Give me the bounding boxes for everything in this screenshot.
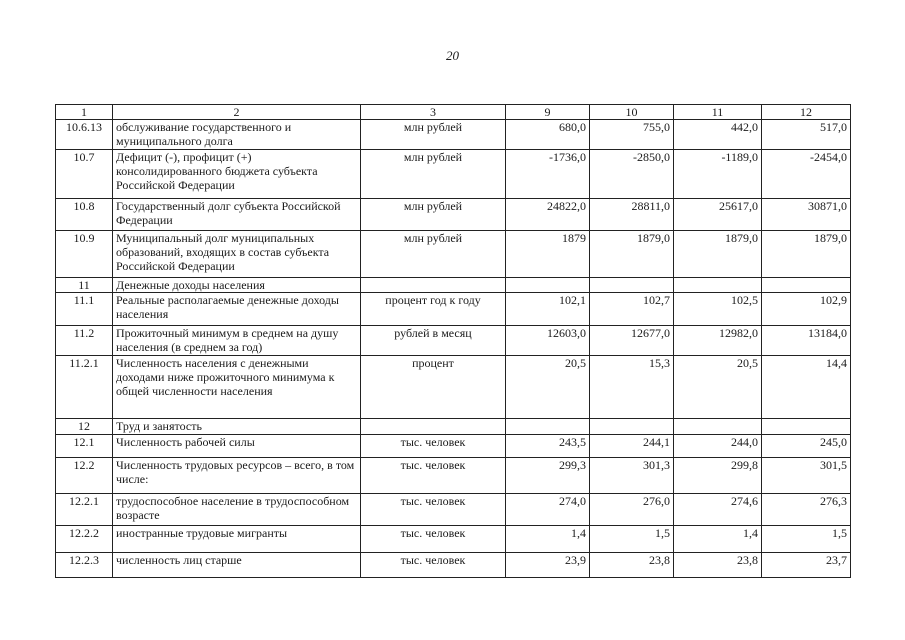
value-cell-11: 1,4 xyxy=(674,526,762,553)
value-cell-10: 23,8 xyxy=(590,553,674,578)
value-cell-10: 1,5 xyxy=(590,526,674,553)
unit-cell: млн рублей xyxy=(361,199,506,231)
indicator-name-cell: численность лиц старше xyxy=(113,553,361,578)
indicator-name-cell: Реальные располагаемые денежные доходы населения xyxy=(113,293,361,326)
header-row xyxy=(56,105,851,120)
value-cell-12: 517,0 xyxy=(762,120,851,150)
indicator-name-cell: трудоспособное население в трудоспособном возрасте xyxy=(113,494,361,526)
value-cell-11: -1189,0 xyxy=(674,150,762,199)
value-cell-10: 301,3 xyxy=(590,458,674,494)
value-cell-10: 28811,0 xyxy=(590,199,674,231)
value-cell-12: 1,5 xyxy=(762,526,851,553)
header-cell-12: 12 xyxy=(762,105,851,120)
value-cell-12: 30871,0 xyxy=(762,199,851,231)
value-cell-11: 244,0 xyxy=(674,435,762,458)
header-cell-10: 10 xyxy=(590,105,674,120)
table-row xyxy=(56,553,851,578)
row-number-cell: 11.2.1 xyxy=(56,356,113,419)
value-cell-11: 102,5 xyxy=(674,293,762,326)
row-number-cell: 12.2 xyxy=(56,458,113,494)
header-cell-11: 11 xyxy=(674,105,762,120)
unit-cell: млн рублей xyxy=(361,150,506,199)
unit-cell xyxy=(361,419,506,435)
indicator-name-cell: Дефицит (-), профицит (+) консолидированного бюджета субъекта Российской Федерации xyxy=(113,150,361,199)
unit-cell: млн рублей xyxy=(361,120,506,150)
value-cell-9: -1736,0 xyxy=(506,150,590,199)
value-cell-9: 24822,0 xyxy=(506,199,590,231)
value-cell-9: 680,0 xyxy=(506,120,590,150)
row-number-cell: 10.9 xyxy=(56,231,113,278)
unit-cell: процент xyxy=(361,356,506,419)
value-cell-11: 12982,0 xyxy=(674,326,762,356)
value-cell-9: 23,9 xyxy=(506,553,590,578)
unit-cell xyxy=(361,278,506,293)
value-cell-10: 244,1 xyxy=(590,435,674,458)
value-cell-11: 23,8 xyxy=(674,553,762,578)
row-number-cell: 11.1 xyxy=(56,293,113,326)
indicator-name-cell: Труд и занятость xyxy=(113,419,361,435)
section-row xyxy=(56,278,851,293)
row-number-cell: 12.2.2 xyxy=(56,526,113,553)
value-cell-12: 23,7 xyxy=(762,553,851,578)
unit-cell: тыс. человек xyxy=(361,435,506,458)
unit-cell: процент год к году xyxy=(361,293,506,326)
value-cell-12: 102,9 xyxy=(762,293,851,326)
value-cell-12: 14,4 xyxy=(762,356,851,419)
table-row xyxy=(56,458,851,494)
value-cell-10: 15,3 xyxy=(590,356,674,419)
unit-cell: тыс. человек xyxy=(361,526,506,553)
value-cell-12 xyxy=(762,278,851,293)
row-number-cell: 10.8 xyxy=(56,199,113,231)
unit-cell: тыс. человек xyxy=(361,458,506,494)
table-row xyxy=(56,326,851,356)
row-number-cell: 10.7 xyxy=(56,150,113,199)
value-cell-9: 1,4 xyxy=(506,526,590,553)
page-number: 20 xyxy=(446,48,459,63)
value-cell-10: 102,7 xyxy=(590,293,674,326)
value-cell-9: 274,0 xyxy=(506,494,590,526)
value-cell-9: 243,5 xyxy=(506,435,590,458)
table-header xyxy=(56,105,851,120)
value-cell-9: 102,1 xyxy=(506,293,590,326)
unit-cell: тыс. человек xyxy=(361,494,506,526)
unit-cell: тыс. человек xyxy=(361,553,506,578)
indicator-name-cell: Прожиточный минимум в среднем на душу населения (в среднем за год) xyxy=(113,326,361,356)
value-cell-11: 442,0 xyxy=(674,120,762,150)
value-cell-11: 299,8 xyxy=(674,458,762,494)
value-cell-11: 20,5 xyxy=(674,356,762,419)
value-cell-9 xyxy=(506,419,590,435)
row-number-cell: 12.2.1 xyxy=(56,494,113,526)
value-cell-12: 245,0 xyxy=(762,435,851,458)
value-cell-11: 1879,0 xyxy=(674,231,762,278)
value-cell-9: 1879 xyxy=(506,231,590,278)
value-cell-9 xyxy=(506,278,590,293)
value-cell-12: 276,3 xyxy=(762,494,851,526)
indicator-name-cell: Численность рабочей силы xyxy=(113,435,361,458)
indicator-name-cell: Государственный долг субъекта Российской Федерации xyxy=(113,199,361,231)
header-cell-1: 1 xyxy=(56,105,113,120)
value-cell-11: 25617,0 xyxy=(674,199,762,231)
indicator-name-cell: обслуживание государственного и муниципального долга xyxy=(113,120,361,150)
indicator-name-cell: Численность населения с денежными доходами ниже прожиточного минимума к общей численности населения xyxy=(113,356,361,419)
value-cell-10 xyxy=(590,419,674,435)
value-cell-10: 12677,0 xyxy=(590,326,674,356)
table-row xyxy=(56,120,851,150)
row-number-cell: 10.6.13 xyxy=(56,120,113,150)
section-row xyxy=(56,419,851,435)
value-cell-12: 301,5 xyxy=(762,458,851,494)
table-body xyxy=(56,120,851,578)
value-cell-10: 1879,0 xyxy=(590,231,674,278)
value-cell-12: 1879,0 xyxy=(762,231,851,278)
table-row xyxy=(56,494,851,526)
table-row xyxy=(56,293,851,326)
indicator-name-cell: Численность трудовых ресурсов – всего, в том числе: xyxy=(113,458,361,494)
table-row xyxy=(56,150,851,199)
value-cell-9: 20,5 xyxy=(506,356,590,419)
value-cell-9: 299,3 xyxy=(506,458,590,494)
value-cell-12 xyxy=(762,419,851,435)
statistics-table xyxy=(55,104,851,578)
row-number-cell: 11.2 xyxy=(56,326,113,356)
table-row xyxy=(56,356,851,419)
value-cell-11 xyxy=(674,419,762,435)
value-cell-9: 12603,0 xyxy=(506,326,590,356)
indicator-name-cell: Муниципальный долг муниципальных образований, входящих в состав субъекта Российской Федерации xyxy=(113,231,361,278)
value-cell-10 xyxy=(590,278,674,293)
header-cell-2: 2 xyxy=(113,105,361,120)
value-cell-12: -2454,0 xyxy=(762,150,851,199)
value-cell-11: 274,6 xyxy=(674,494,762,526)
row-number-cell: 12.2.3 xyxy=(56,553,113,578)
table-row xyxy=(56,199,851,231)
row-number-cell: 11 xyxy=(56,278,113,293)
value-cell-10: -2850,0 xyxy=(590,150,674,199)
unit-cell: млн рублей xyxy=(361,231,506,278)
row-number-cell: 12.1 xyxy=(56,435,113,458)
value-cell-11 xyxy=(674,278,762,293)
indicator-name-cell: Денежные доходы населения xyxy=(113,278,361,293)
row-number-cell: 12 xyxy=(56,419,113,435)
value-cell-10: 276,0 xyxy=(590,494,674,526)
value-cell-12: 13184,0 xyxy=(762,326,851,356)
indicator-name-cell: иностранные трудовые мигранты xyxy=(113,526,361,553)
table-row xyxy=(56,435,851,458)
unit-cell: рублей в месяц xyxy=(361,326,506,356)
value-cell-10: 755,0 xyxy=(590,120,674,150)
table-row xyxy=(56,526,851,553)
table-row xyxy=(56,231,851,278)
header-cell-9: 9 xyxy=(506,105,590,120)
header-cell-3: 3 xyxy=(361,105,506,120)
